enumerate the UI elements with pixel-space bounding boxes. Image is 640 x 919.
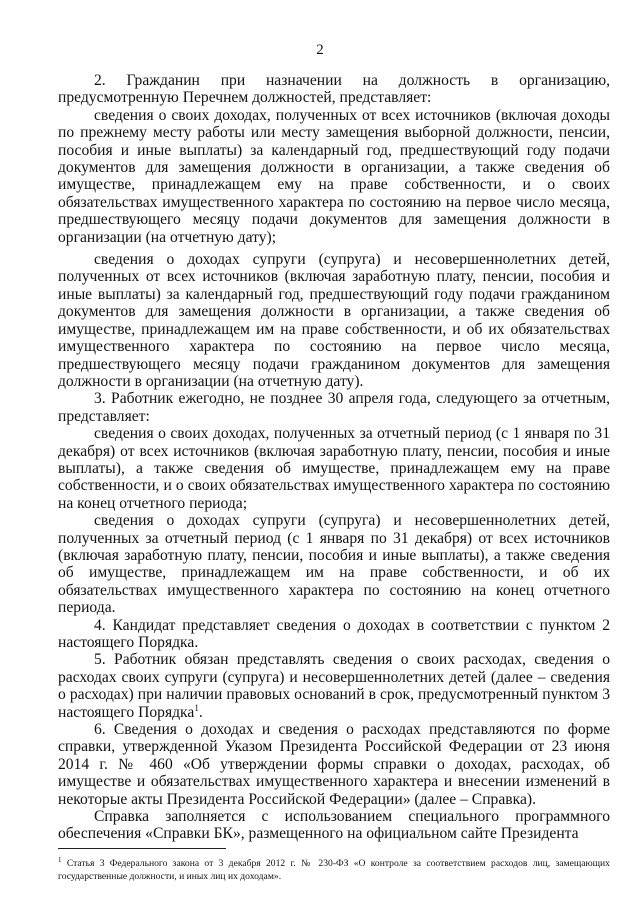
page-number: 2 — [316, 42, 324, 58]
footnote-reference[interactable]: 1 — [194, 702, 199, 713]
footnote-text: Статья 3 Федерального закона от 3 декабря 2012 г. № 230-ФЗ «О контроле за соответствием расходов лиц, замещающих государственные должности, и иных лиц их доходам». — [58, 858, 610, 883]
footnote — [58, 854, 610, 883]
paragraph-1: 2. Гражданин при назначении на должность в организацию, предусмотренную Перечнем должностей, представляет: — [58, 72, 610, 107]
paragraph-8 — [58, 651, 610, 721]
paragraph-8-text: 5. Работник обязан представлять сведения о своих расходах, сведения о расходах своих супруги (супруга) и несовершеннолетних детей (далее – сведения о расходах) при наличии правовых оснований в срок, предусмотренный пунктом 3 настоящего Порядка — [58, 651, 610, 721]
paragraph-9: 6. Сведения о доходах и сведения о расходах представляются по форме справки, утвержденной Указом Президента Российской Федерации от 23 июня 2014 г. № 460 «Об утверждении формы справки о доходах, расходах, об имуществе и обязательствах имущественного характера и внесении изменений в некоторые акты Президента Российской Федерации» (далее – Справка). — [58, 721, 610, 808]
paragraph-6: сведения о доходах супруги (супруга) и несовершеннолетних детей, полученных за отчетный период (с 1 января по 31 декабря) от всех источников (включая заработную плату, пенсии, пособия и иные выплаты), а также сведения об имуществе, принадлежащем им на праве собственности, и об их обязательствах имущественного характера по состоянию на конец отчетного периода. — [58, 512, 610, 617]
paragraph-5: сведения о своих доходах, полученных за отчетный период (с 1 января по 31 декабря) от всех источников (включая заработную плату, пенсии, пособия и иные выплаты), а также сведения об имуществе, принадлежащем ему на праве собственности, и о своих обязательствах имущественного характера по состоянию на конец отчетного периода; — [58, 425, 610, 512]
paragraph-3: сведения о доходах супруги (супруга) и несовершеннолетних детей, полученных от всех источников (включая заработную плату, пенсии, пособия и иные выплаты) за календарный год, предшествующий году подачи гражданином документов для замещения должности в организации, а также сведения об имуществе, принадлежащем им на праве собственности, и об их обязательствах имущественного характера по состоянию на первое число месяца, предшествующего месяцу подачи гражданином документов для замещения должности в организации (на отчетную дату). — [58, 251, 610, 390]
paragraph-2: сведения о своих доходах, полученных от всех источников (включая доходы по прежнему месту работы или месту замещения выборной должности, пенсии, пособия и иные выплаты) за календарный год, предшествующий году подачи документов для замещения должности в организации, а также сведения об имуществе, принадлежащем ему на праве собственности, и о своих обязательствах имущественного характера по состоянию на первое число месяца, предшествующего месяцу подачи документов для замещения должности в организации (на отчетную дату); — [58, 106, 610, 246]
footnote-divider — [58, 848, 226, 849]
paragraph-10: Справка заполняется с использованием специального программного обеспечения «Справки БК», размещенного на официальном сайте Президента — [58, 808, 610, 843]
footnote-marker: 1 — [58, 856, 62, 864]
paragraph-7: 4. Кандидат представляет сведения о доходах в соответствии с пунктом 2 настоящего Порядка. — [58, 616, 610, 651]
paragraph-4: 3. Работник ежегодно, не позднее 30 апреля года, следующего за отчетным, представляет: — [58, 390, 610, 425]
document-body — [58, 72, 610, 843]
paragraph-8-end: . — [198, 703, 203, 721]
